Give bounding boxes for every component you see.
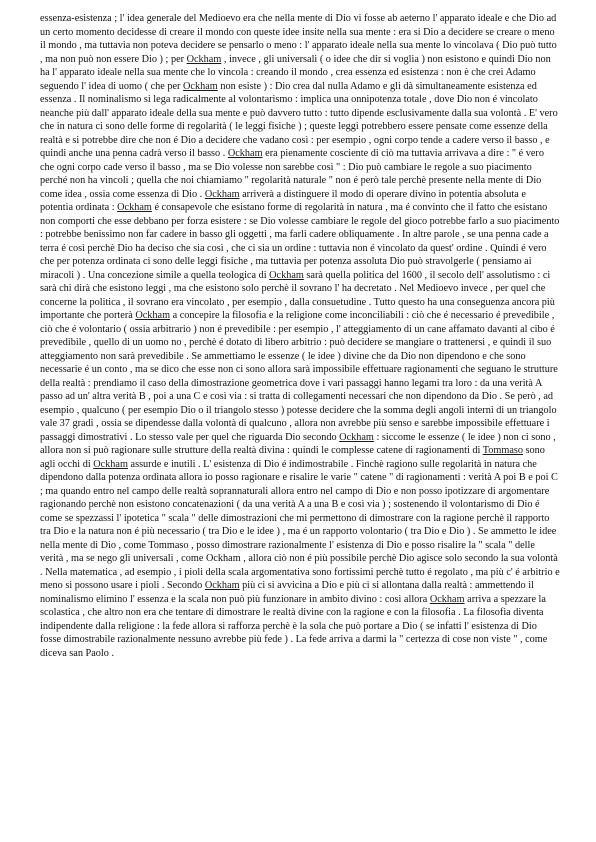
- text-segment: essenza-esistenza ; l' idea generale del Medioevo era che nella mente di Dio vi fosse ab aeterno l' apparato ideale e che Dio ad un certo momento decidesse di creare il mondo con queste idee insite nella sua mente : era si Dio a decidere se creare o meno il mondo , ma tuttavia non poteva decidere se pensarlo o meno : l' apparato ideale nella sua mente lo vincolava ( Dio può tutto , ma non può non essere Dio ) ; per: [40, 13, 557, 65]
- text-segment: non esiste ) : Dio crea dal nulla Adamo e gli dà simultaneamente esistenza ed essenza . Il nominalismo si lega radicalmente al volontarismo : implica una onnipotenza totale , dove Dio non é vincolato neanche più dall' apparato ideale della sua mente e può davvero tutto : tutto dipende esclusivamente dalla sua volontà . E' vero che in natura ci sono delle forme di regolarità ( le leggi fisiche ) ; queste leggi potrebbero essere pensate come essenze della realtà e si potrebbe dire che non é Dio a decidere che vadano così : per esempio , ogni corpo tende a cadere verso il basso , e quindi anche una penna cadrà verso il basso .: [40, 80, 558, 159]
- text-segment: assurde e inutili . L' esistenza di Dio é indimostrabile . Finchè ragiono sulle regolarità in natura che dipendono dalla potenza ordinata allora io posso ragionare e risalire le varie " catene " di ragionamenti : verità A poi B e poi C ; ma quando entro nel campo delle realtà soprannaturali allora entro nel campo di Dio e non posso ipotizzare di argomentare ragionando perchè non esistono concatenazioni ( da una verità A a una B e così via ) ; sostenendo il volontarismo di Dio é come se spezzassi l' ipotetica " scala " delle dimostrazioni che mi permettono di dimostrare con la ragione perchè il rapporto tra Dio e la natura non é più necessario ( tra Dio e le idee ) , ma é un rapporto volontario ( tra Dio e Dio ) . Se ammetto le idee nella mente di Dio , come Tommaso , posso dimostrare razionalmente l' esistenza di Dio e posso risalire la " scala " delle verità , ma se nego gli universali , come Ockham , allora ciò non é più possibile perchè Dio agisce solo secondo la sua volontà . Nella matematica , ad esempio , i pioli della scala argomentativa sono fortissimi perchè tutto é regolato , ma più c' é arbitrio e meno si possono usare i pioli . Secondo: [40, 458, 560, 591]
- link-ockham[interactable]: Ockham: [429, 593, 465, 605]
- document-page: [40, 12, 560, 660]
- link-ockham[interactable]: Ockham: [339, 431, 374, 443]
- text-segment: sarà quella politica del 1600 , il secolo dell' assolutismo : ci sarà chi dirà che esistono leggi , ma che esistono solo perchè il sovrano l' ha decretato . Nel Medioevo invece , per quel che concerne la politica , il sovrano era vincolato , per esempio , dalla consuetudine . Tutto questo ha una conseguenza ancora più importante che porterà: [40, 269, 555, 321]
- link-ockham[interactable]: Ockham: [186, 53, 222, 65]
- text-segment: , invece , gli universali ( o idee che dir si voglia ) non esistono e quindi Dio non ha l' apparato ideale nella sua mente che lo vincola : creando il mondo , crea essenza ed esistenza : non è che crei Adamo seguendo l' idea di uomo ( che per: [40, 53, 551, 92]
- text-segment: arriverà a distinguere il modo di operare divino in potentia absoluta e potentia ordinata :: [40, 188, 526, 213]
- link-ockham[interactable]: Ockham: [269, 269, 304, 281]
- link-ockham[interactable]: Ockham: [93, 458, 128, 470]
- link-ockham[interactable]: Ockham: [227, 148, 263, 159]
- link-ockham[interactable]: Ockham: [204, 580, 240, 591]
- text-segment: era pienamente cosciente di ciò ma tuttavia arrivava a dire : " é vero che ogni corpo cade verso il basso , ma se Dio volesse non sarebbe così " : Dio può cambiare le regole a suo piacimento perché non ha vincoli ; quella che noi chiamiamo " regolarità naturale " non é però tale perchè presente nella mente di Dio come idea , ossia come essenza di Dio .: [40, 148, 544, 200]
- link-ockham[interactable]: Ockham: [117, 202, 152, 213]
- text-segment: sono agli occhi di: [40, 445, 545, 470]
- text-segment: a concepire la filosofia e la religione come inconciliabili : ciò che é necessario é prevedibile , ciò che é volontario ( ossia arbitrario ) non é prevedibile : per esempio , l' atteggiamento di un cane affamato davanti al cibo é prevedibile , quello di un uomo no , perchè é dotato di libero arbitrio : può decidere se mangiare o trattenersi , e quindi il suo atteggiamento non sarà prevedibile . Se ammettiamo le essenze ( le idee ) divine che da Dio non dipendono e che sono necessarie é un conto , ma se dico che esse non ci sono allora sarà impossibile effettuare ragionamenti che seguano le strutture della realtà : prendiamo il caso della dimostrazione geometrica dove i vari passaggi hanno legami tra loro : da una verità A passo ad un' altra verità B , poi a una C e così via : si tratta di collegamenti necessari che non dipendono da Dio . Se però , ad esempio , qualcuno ( per esempio Dio o il triangolo stesso ) potesse decidere che la somma degli angoli interni di un triangolo vale 37 gradi , ossia se dipendesse dalla volontà di qualcuno , allora non avrebbe più senso e sarebbe impossibile effettuare i passaggi dimostrativi . Lo stesso vale per quel che riguarda Dio secondo: [40, 310, 558, 443]
- text-segment: : siccome le essenze ( le idee ) non ci sono , allora non si può ragionare sulle strutture della realtà divina : quindi le complesse catene di ragionamenti di: [40, 431, 556, 456]
- link-ockham[interactable]: Ockham: [135, 310, 171, 321]
- text-segment: arriva a spezzare la scolastica , che altro non era che tentare di dimostrare le realtà divine con la ragione e con la filosofia . La filosofia diventa indipendente dalla religione : la fede allora si rafforza perchè è la sola che può portare a Dio ( se infatti l' esistenza di Dio fosse dimostrabile razionalmente nessuno avrebbe più fede ) . La fede arriva a darmi la " certezza di cose non viste " , come diceva san Paolo .: [40, 593, 548, 659]
- text-segment: é consapevole che esistano forme di regolarità in natura , ma é convinto che il fatto che esistano non comporti che esse debbano per forza esistere : se Dio volesse cambiare le regole del gioco potrebbe farlo a suo piacimento : potrebbe benissimo non far cadere in basso gli oggetti , ma farli cadere obliquamente . In altre parole , se una penna cade a terra é così perchè Dio ha deciso che sia così , che ci sia un ordine : tuttavia non é vincolato da quest' ordine . Quindi é vero che per potenza ordinata ci sono delle leggi fisiche , ma tuttavia per potenza assoluta Dio può stravolgerle ( pensiamo ai miracoli ) . Una concezione simile a quella teologica di: [40, 202, 560, 281]
- link-ockham[interactable]: Ockham: [183, 80, 218, 92]
- text-segment: più ci si avvicina a Dio e più ci si allontana dalla realtà : ammettendo il nominalismo elimino l' essenza e la scala non può più funzionare in ambito divino : così allora: [40, 580, 534, 605]
- link-tommaso[interactable]: Tommaso: [482, 445, 523, 456]
- body-paragraph: [40, 12, 560, 660]
- link-ockham[interactable]: Ockham: [204, 188, 240, 200]
